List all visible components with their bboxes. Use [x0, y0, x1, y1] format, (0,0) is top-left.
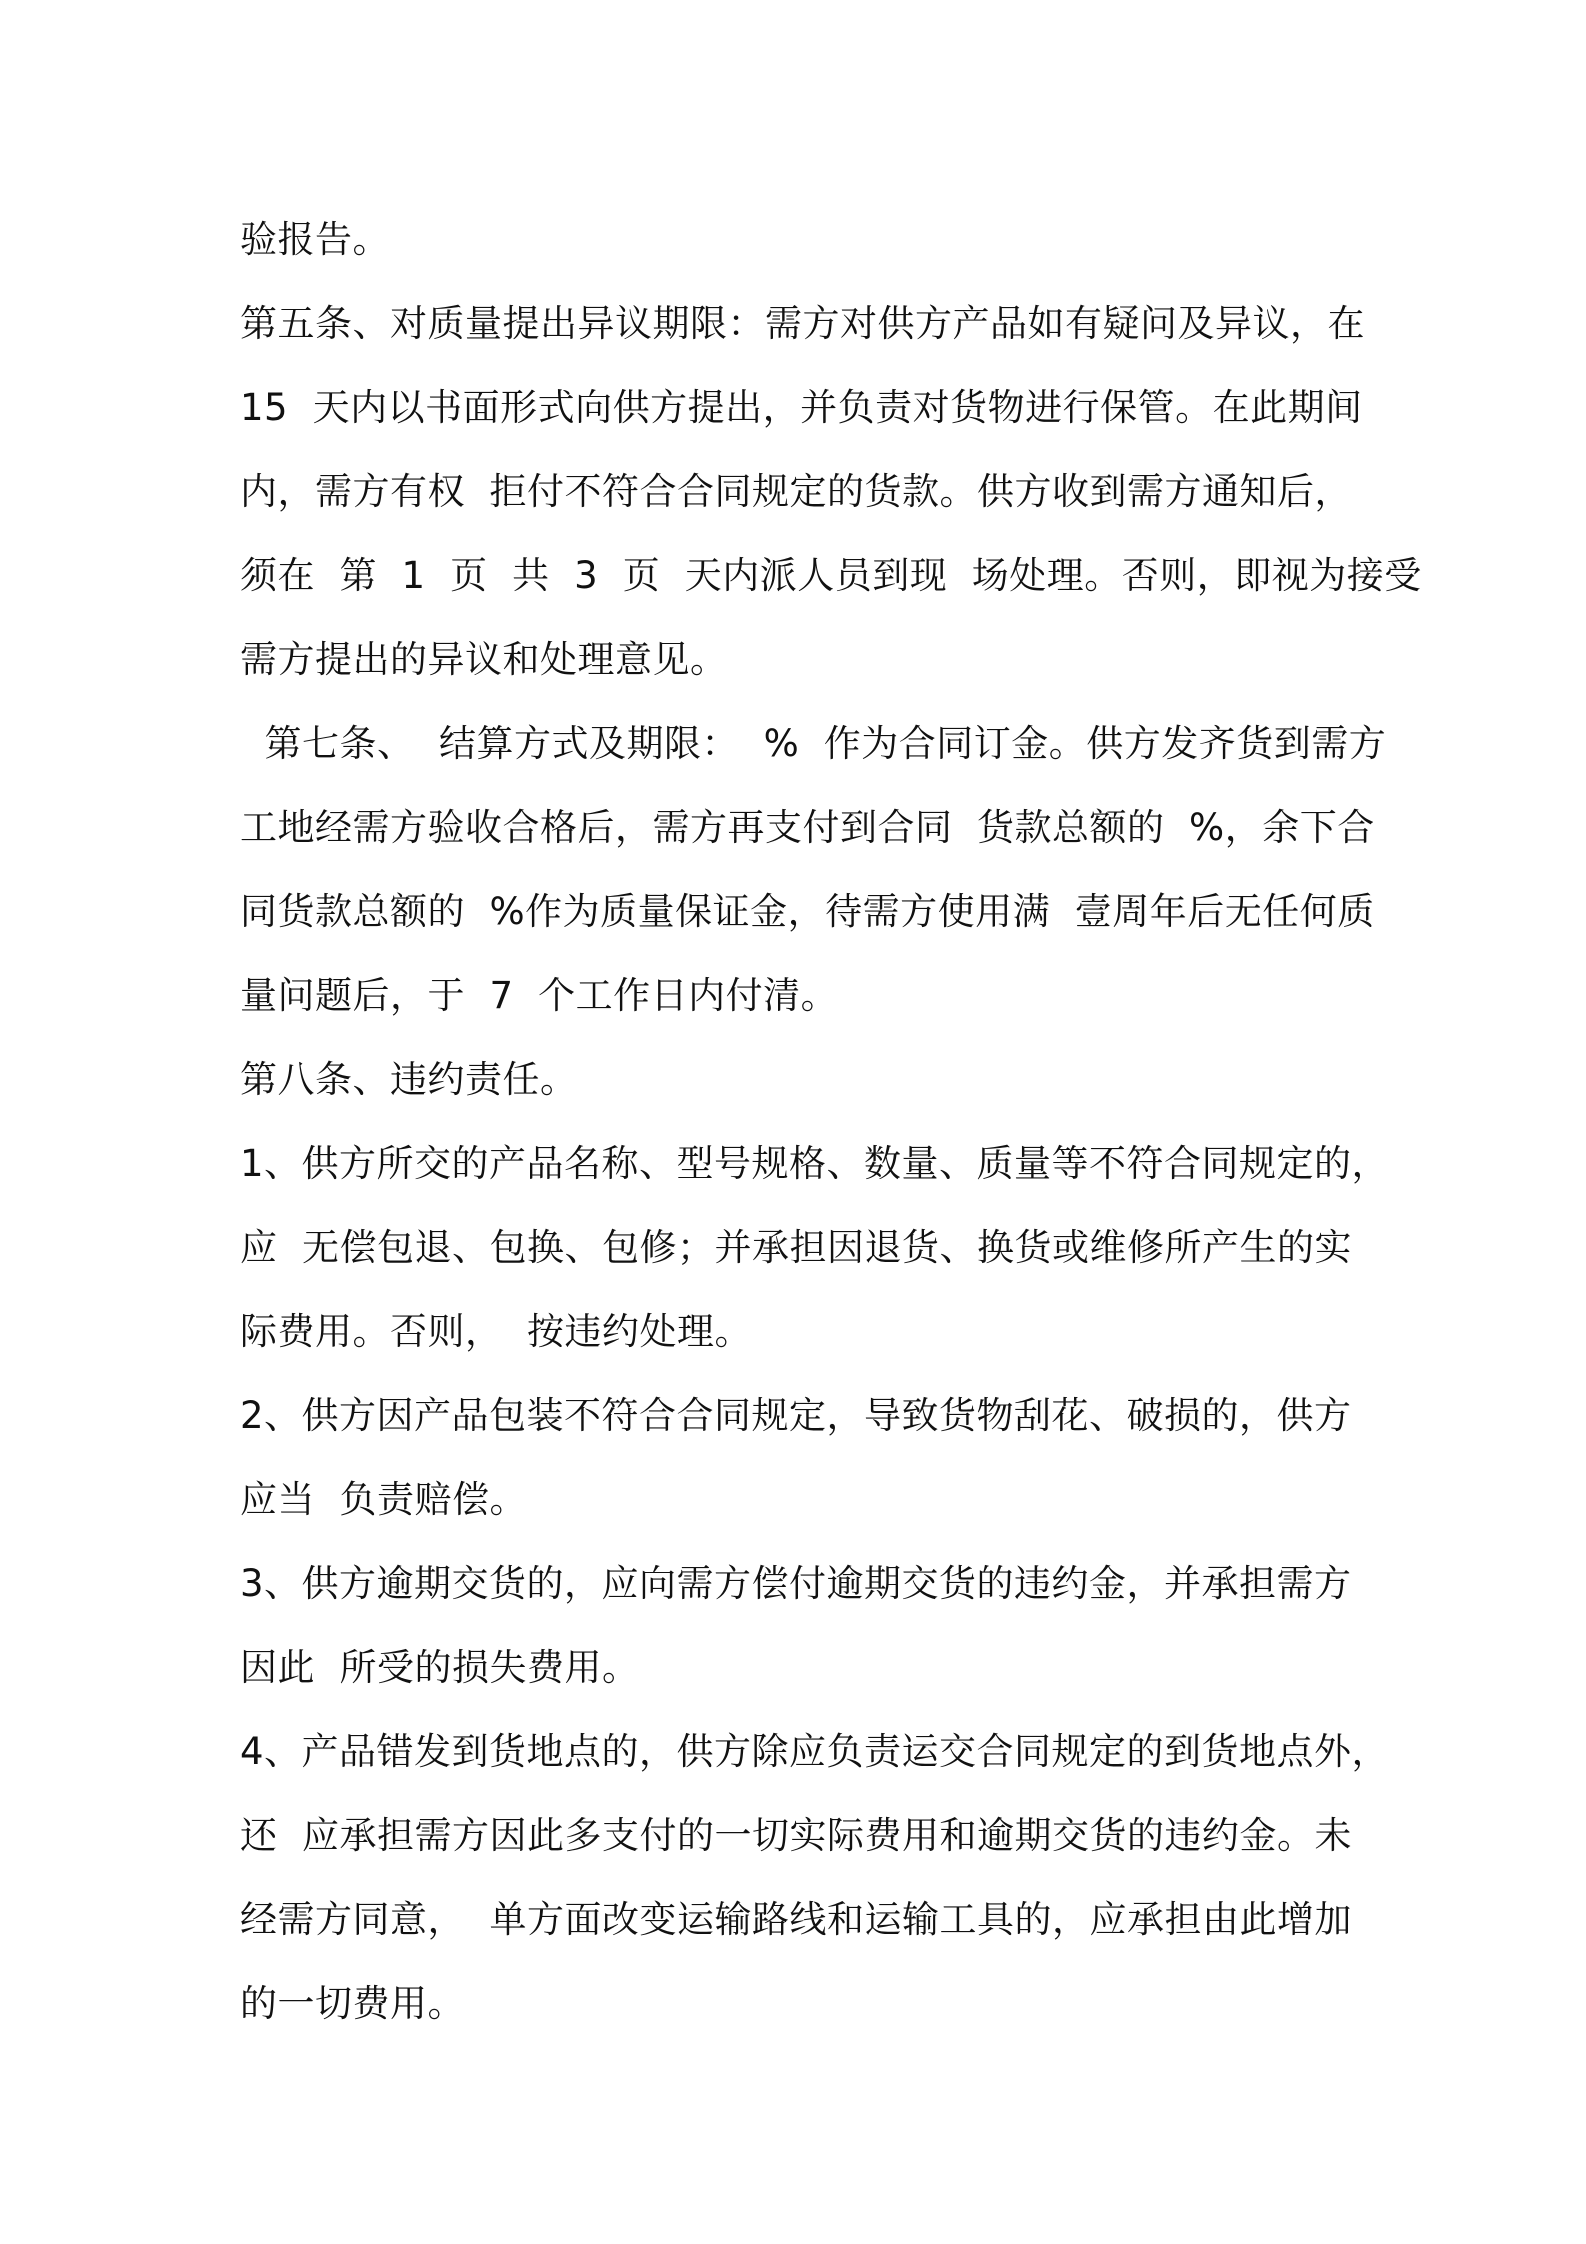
text-line: 因此 所受的损失费用。 [240, 1646, 640, 1689]
text-line: 第七条、 结算方式及期限： % 作为合同订金。供方发齐货到需方 [240, 722, 1387, 765]
text-line: 内，需方有权 拒付不符合合同规定的货款。供方收到需方通知后， [240, 470, 1353, 513]
text-line: 经需方同意， 单方面改变运输路线和运输工具的，应承担由此增加 [240, 1898, 1353, 1941]
text-line: 须在 第 1 页 共 3 页 天内派人员到现 场处理。否则，即视为接受 [240, 554, 1422, 597]
text-line: 需方提出的异议和处理意见。 [240, 638, 728, 681]
text-line: 量问题后，于 7 个工作日内付清。 [240, 974, 839, 1017]
text-line: 同货款总额的 %作为质量保证金，待需方使用满 壹周年后无任何质 [240, 890, 1375, 933]
text-line: 第八条、违约责任。 [240, 1058, 578, 1101]
text-line: 还 应承担需方因此多支付的一切实际费用和逾期交货的违约金。未 [240, 1814, 1353, 1857]
text-line: 际费用。否则， 按违约处理。 [240, 1310, 753, 1353]
text-line: 应 无偿包退、包换、包修；并承担因退货、换货或维修所产生的实 [240, 1226, 1353, 1269]
text-line: 第五条、对质量提出异议期限：需方对供方产品如有疑问及异议，在 [240, 302, 1365, 345]
text-line: 15 天内以书面形式向供方提出，并负责对货物进行保管。在此期间 [240, 386, 1363, 429]
text-line: 2、供方因产品包装不符合合同规定，导致货物刮花、破损的，供方 [240, 1394, 1352, 1437]
text-line: 的一切费用。 [240, 1982, 465, 2025]
text-line: 应当 负责赔偿。 [240, 1478, 528, 1521]
document-body [240, 198, 1422, 2046]
text-line: 工地经需方验收合格后，需方再支付到合同 货款总额的 %，余下合 [240, 806, 1375, 849]
text-line: 验报告。 [240, 218, 390, 261]
text-line: 1、供方所交的产品名称、型号规格、数量、质量等不符合同规定的， [240, 1142, 1390, 1185]
text-line: 3、供方逾期交货的，应向需方偿付逾期交货的违约金，并承担需方 [240, 1562, 1352, 1605]
text-line: 4、产品错发到货地点的，供方除应负责运交合同规定的到货地点外， [240, 1730, 1390, 1773]
